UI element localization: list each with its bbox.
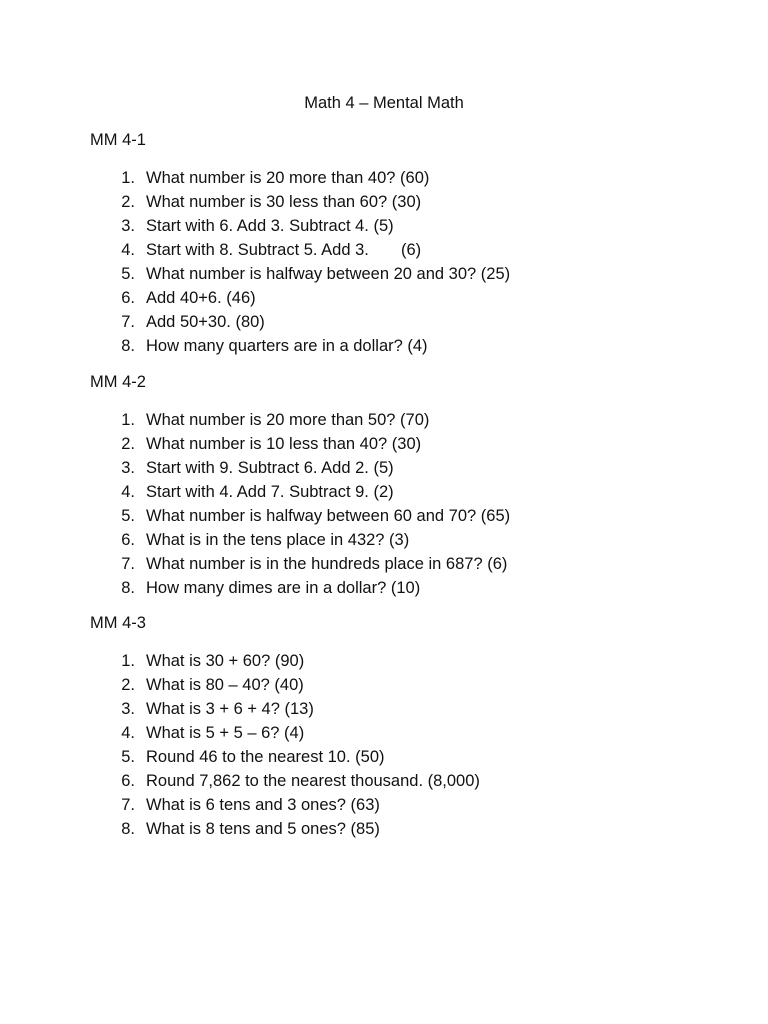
question-item (90, 480, 730, 504)
question-text: What is 80 – 40? (40) (146, 676, 304, 694)
question-number: 3. (121, 459, 135, 477)
section-heading: MM 4-3 (90, 614, 146, 632)
question-item (90, 793, 730, 817)
question-text: Add 40+6. (46) (146, 289, 256, 307)
question-text: What is 3 + 6 + 4? (13) (146, 700, 314, 718)
question-item (90, 504, 730, 528)
question-number: 4. (121, 724, 135, 742)
question-item (90, 576, 730, 600)
question-text: Start with 8. Subtract 5. Add 3. (6) (146, 241, 422, 259)
question-text: Add 50+30. (80) (146, 313, 265, 331)
question-number: 4. (121, 483, 135, 501)
question-text: What number is 30 less than 60? (30) (146, 193, 422, 211)
question-item (90, 721, 730, 745)
question-item (90, 190, 730, 214)
question-item (90, 552, 730, 576)
question-number: 2. (121, 193, 135, 211)
question-item (90, 214, 730, 238)
question-number: 8. (121, 820, 135, 838)
question-number: 3. (121, 217, 135, 235)
question-text: Start with 6. Add 3. Subtract 4. (5) (146, 217, 394, 235)
question-list (90, 649, 730, 841)
question-item (90, 432, 730, 456)
question-number: 4. (121, 241, 135, 259)
question-number: 7. (121, 796, 135, 814)
question-item (90, 286, 730, 310)
question-number: 3. (121, 700, 135, 718)
question-text: Round 7,862 to the nearest thousand. (8,000) (146, 772, 480, 790)
question-item (90, 528, 730, 552)
question-number: 2. (121, 676, 135, 694)
question-text: Start with 9. Subtract 6. Add 2. (5) (146, 459, 394, 477)
question-text: What number is in the hundreds place in 687? (6) (146, 555, 508, 573)
question-text: What is 6 tens and 3 ones? (63) (146, 796, 380, 814)
question-item (90, 745, 730, 769)
question-text: Round 46 to the nearest 10. (50) (146, 748, 385, 766)
section-heading: MM 4-2 (90, 373, 146, 391)
question-number: 1. (121, 652, 135, 670)
question-item (90, 673, 730, 697)
question-text: What number is halfway between 60 and 70? (65) (146, 507, 511, 525)
question-item (90, 697, 730, 721)
question-text: What number is 10 less than 40? (30) (146, 435, 422, 453)
section-mm-4-3 (90, 612, 730, 841)
question-number: 5. (121, 748, 135, 766)
question-item (90, 769, 730, 793)
question-number: 5. (121, 265, 135, 283)
question-text: What is 5 + 5 – 6? (4) (146, 724, 305, 742)
question-text: What number is 20 more than 50? (70) (146, 411, 430, 429)
question-number: 8. (121, 337, 135, 355)
question-item (90, 334, 730, 358)
question-text: How many quarters are in a dollar? (4) (146, 337, 428, 355)
question-text: What is 8 tens and 5 ones? (85) (146, 820, 380, 838)
question-number: 2. (121, 435, 135, 453)
question-number: 8. (121, 579, 135, 597)
question-number: 5. (121, 507, 135, 525)
question-text: What is in the tens place in 432? (3) (146, 531, 410, 549)
question-item (90, 262, 730, 286)
question-item (90, 817, 730, 841)
question-text: How many dimes are in a dollar? (10) (146, 579, 421, 597)
question-number: 1. (121, 169, 135, 187)
question-list (90, 408, 730, 600)
question-item (90, 238, 730, 262)
question-number: 1. (121, 411, 135, 429)
question-text: What is 30 + 60? (90) (146, 652, 305, 670)
question-item (90, 166, 730, 190)
question-text: Start with 4. Add 7. Subtract 9. (2) (146, 483, 394, 501)
document-title: Math 4 – Mental Math (304, 94, 464, 112)
question-number: 6. (121, 531, 135, 549)
question-list (90, 166, 730, 358)
question-number: 7. (121, 555, 135, 573)
section-heading: MM 4-1 (90, 131, 146, 149)
question-item (90, 408, 730, 432)
question-text: What number is halfway between 20 and 30? (25) (146, 265, 511, 283)
question-item (90, 456, 730, 480)
section-mm-4-2 (90, 371, 730, 600)
question-number: 6. (121, 289, 135, 307)
section-mm-4-1 (90, 129, 730, 358)
question-item (90, 649, 730, 673)
question-item (90, 310, 730, 334)
question-number: 6. (121, 772, 135, 790)
question-number: 7. (121, 313, 135, 331)
question-text: What number is 20 more than 40? (60) (146, 169, 430, 187)
